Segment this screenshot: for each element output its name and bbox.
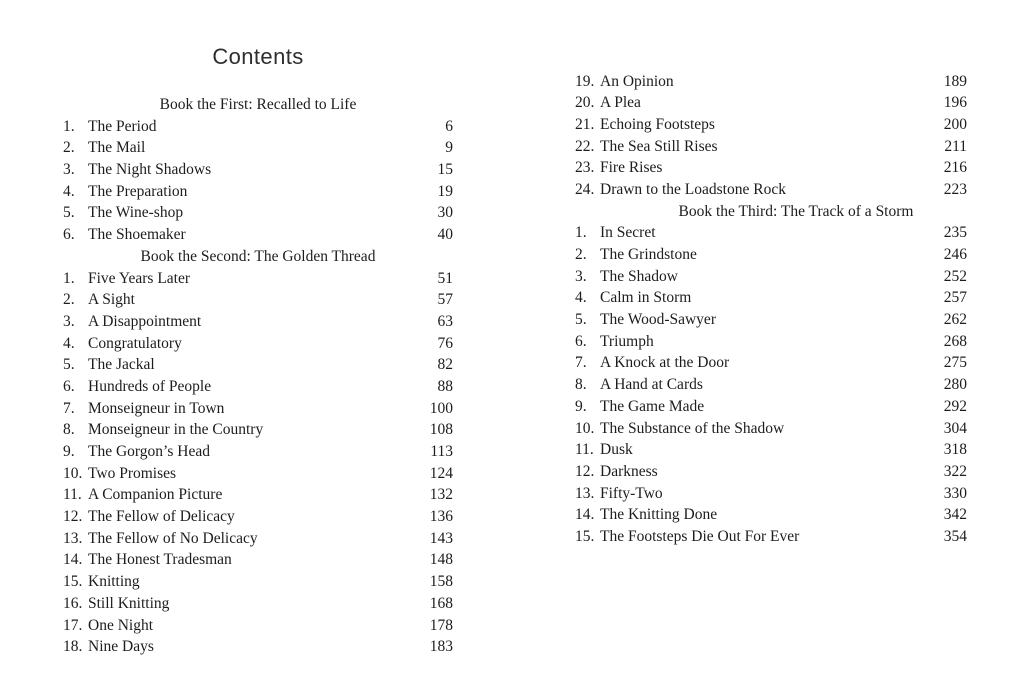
page-number: 57	[437, 291, 453, 309]
page-number: 354	[943, 527, 967, 545]
toc-row	[575, 418, 967, 440]
chapter-title: Hundreds of People	[88, 377, 212, 395]
chapter-title: An Opinion	[600, 72, 674, 90]
chapter-number: 10.	[575, 419, 595, 437]
page-number: 257	[943, 289, 967, 307]
toc-row	[575, 526, 967, 548]
chapter-number: 14.	[575, 506, 595, 524]
toc-row	[63, 159, 453, 181]
chapter-title: Drawn to the Loadstone Rock	[600, 180, 786, 198]
chapter-number: 1.	[63, 269, 75, 287]
page-number: 88	[437, 377, 453, 395]
chapter-title: The Period	[88, 117, 157, 135]
chapter-title: Monseigneur in Town	[88, 399, 225, 417]
toc-row	[63, 593, 453, 615]
toc-row	[63, 419, 453, 441]
chapter-title: The Knitting Done	[600, 506, 718, 524]
chapter-title: A Companion Picture	[88, 486, 223, 504]
page-number: 246	[943, 246, 967, 263]
page-number: 200	[943, 115, 967, 133]
toc-row	[575, 71, 967, 93]
page-number: 322	[943, 462, 967, 480]
page-number: 292	[943, 397, 967, 415]
toc-row	[63, 441, 453, 463]
page-number: 304	[943, 419, 967, 437]
chapter-number: 5.	[63, 356, 75, 374]
toc-row	[63, 137, 453, 159]
toc-row	[575, 309, 967, 331]
toc-row	[63, 506, 453, 528]
chapter-title: The Wine-shop	[88, 204, 184, 222]
page-number: 268	[943, 332, 967, 350]
chapter-title: The Fellow of Delicacy	[88, 508, 235, 526]
chapter-title: Five Years Later	[88, 269, 191, 287]
page-number: 275	[943, 354, 967, 372]
toc-row	[575, 461, 967, 483]
toc-row	[575, 483, 967, 505]
page-number: 216	[943, 159, 967, 177]
page-number: 143	[429, 529, 453, 547]
toc-row	[63, 354, 453, 376]
page-number: 136	[429, 508, 453, 526]
chapter-number: 5.	[63, 204, 75, 222]
toc-row	[575, 222, 967, 244]
chapter-title: The Gorgon’s Head	[88, 443, 210, 460]
toc-column-left	[63, 94, 453, 658]
chapter-number: 2.	[575, 246, 587, 263]
page-number: 100	[429, 399, 453, 417]
toc-row	[575, 287, 967, 309]
toc-row	[575, 244, 967, 266]
toc-row	[63, 463, 453, 485]
page-number: 158	[429, 573, 453, 591]
chapter-title: The Night Shadows	[88, 161, 212, 179]
page-number: 211	[944, 137, 967, 155]
chapter-number: 11.	[63, 486, 82, 504]
chapter-number: 2.	[63, 139, 75, 157]
chapter-title: Nine Days	[88, 638, 154, 656]
chapter-number: 1.	[575, 224, 587, 242]
toc-row	[63, 116, 453, 138]
chapter-title: Triumph	[600, 332, 654, 350]
page-number: 6	[445, 117, 453, 135]
chapter-title: The Game Made	[600, 397, 705, 415]
chapter-title: In Secret	[600, 224, 656, 242]
chapter-number: 4.	[63, 334, 75, 352]
toc-row	[575, 92, 967, 114]
book-header: Book the First: Recalled to Life	[159, 96, 357, 113]
chapter-number: 13.	[575, 484, 595, 502]
chapter-title: The Grindstone	[600, 246, 697, 263]
chapter-title: Two Promises	[88, 464, 177, 482]
chapter-number: 18.	[63, 638, 83, 656]
chapter-title: Fifty-Two	[600, 484, 663, 502]
chapter-title: The Shoemaker	[88, 226, 186, 244]
chapter-number: 8.	[575, 376, 587, 394]
book-header: Book the Third: The Track of a Storm	[678, 202, 914, 220]
page-number: 252	[943, 267, 967, 285]
chapter-title: The Jackal	[88, 356, 155, 374]
chapter-title: The Fellow of No Delicacy	[88, 529, 258, 547]
toc-row	[575, 331, 967, 353]
chapter-title: The Substance of the Shadow	[600, 419, 785, 437]
page-number: 318	[943, 441, 967, 459]
chapter-title: One Night	[88, 616, 154, 634]
chapter-number: 3.	[575, 267, 587, 285]
chapter-title: Knitting	[88, 573, 140, 591]
chapter-number: 7.	[575, 354, 587, 372]
chapter-number: 14.	[63, 551, 83, 569]
chapter-title: A Sight	[88, 291, 135, 309]
chapter-title: A Disappointment	[88, 312, 202, 330]
chapter-title: The Mail	[88, 139, 146, 157]
chapter-number: 2.	[63, 291, 75, 309]
page-number: 342	[943, 506, 967, 524]
toc-row	[63, 376, 453, 398]
toc-row	[63, 528, 453, 550]
page-number: 148	[429, 551, 453, 569]
chapter-number: 3.	[63, 312, 75, 330]
toc-row	[63, 202, 453, 224]
chapter-number: 12.	[63, 508, 83, 526]
page-number: 51	[437, 269, 453, 287]
page-number: 196	[943, 94, 967, 112]
page-title: Contents	[212, 44, 304, 69]
toc-row	[575, 114, 967, 136]
chapter-title: Echoing Footsteps	[600, 115, 715, 133]
chapter-number: 8.	[63, 421, 75, 439]
toc-row	[575, 266, 967, 288]
page-number: 280	[943, 376, 967, 394]
toc-row	[63, 268, 453, 290]
page-number: 168	[429, 594, 453, 612]
chapter-number: 9.	[63, 443, 75, 460]
page-number: 223	[943, 180, 967, 198]
page-number: 40	[437, 226, 453, 244]
page-number: 124	[429, 464, 453, 482]
toc-column-right	[575, 71, 967, 548]
page-number: 76	[437, 334, 453, 352]
page-number: 113	[430, 443, 453, 460]
chapter-title: Fire Rises	[600, 159, 663, 177]
chapter-number: 4.	[575, 289, 587, 307]
toc-row	[575, 374, 967, 396]
page-number: 189	[943, 72, 967, 90]
page-number: 235	[943, 224, 967, 242]
page-number: 178	[429, 616, 453, 634]
chapter-title: A Hand at Cards	[600, 376, 703, 394]
page-number: 19	[437, 182, 453, 200]
toc-row	[575, 504, 967, 526]
toc-row	[575, 136, 967, 158]
toc-row	[575, 439, 967, 461]
chapter-number: 4.	[63, 182, 75, 200]
chapter-number: 6.	[575, 332, 587, 350]
chapter-number: 1.	[63, 117, 75, 135]
toc-row	[63, 181, 453, 203]
chapter-title: The Shadow	[600, 267, 678, 285]
chapter-number: 6.	[63, 377, 75, 395]
chapter-title: A Plea	[600, 94, 641, 112]
page-number: 132	[429, 486, 453, 504]
chapter-title: The Preparation	[88, 182, 188, 200]
page-number: 9	[445, 139, 453, 157]
page-number: 15	[437, 161, 453, 179]
chapter-title: The Honest Tradesman	[88, 551, 232, 569]
chapter-number: 22.	[575, 137, 595, 155]
chapter-title: The Sea Still Rises	[600, 137, 718, 155]
toc-row	[63, 311, 453, 333]
chapter-number: 24.	[575, 180, 595, 198]
page-number: 262	[943, 311, 967, 329]
page-number: 330	[943, 484, 967, 502]
toc-row	[63, 398, 453, 420]
chapter-number: 7.	[63, 399, 75, 417]
chapter-title: Congratulatory	[88, 334, 182, 352]
toc-row	[63, 549, 453, 571]
chapter-title: Dusk	[600, 441, 633, 459]
toc-row	[575, 179, 967, 201]
chapter-title: The Wood-Sawyer	[600, 311, 716, 329]
toc-row	[63, 571, 453, 593]
toc-row	[63, 615, 453, 637]
chapter-title: Darkness	[600, 462, 658, 480]
page-number: 108	[429, 421, 453, 439]
chapter-number: 21.	[575, 115, 595, 133]
chapter-number: 5.	[575, 311, 587, 329]
chapter-title: Calm in Storm	[600, 289, 692, 307]
toc-row	[575, 352, 967, 374]
toc-row	[63, 289, 453, 311]
chapter-number: 9.	[575, 397, 587, 415]
chapter-number: 15.	[63, 573, 83, 591]
chapter-number: 17.	[63, 616, 83, 634]
chapter-number: 16.	[63, 594, 83, 612]
toc-row	[63, 224, 453, 246]
chapter-number: 19.	[575, 72, 595, 90]
toc-row	[63, 333, 453, 355]
chapter-number: 12.	[575, 462, 595, 480]
chapter-number: 23.	[575, 159, 595, 177]
page-number: 63	[437, 312, 453, 330]
toc-row	[63, 484, 453, 506]
chapter-title: Monseigneur in the Country	[88, 421, 264, 439]
chapter-number: 3.	[63, 161, 75, 179]
page-number: 82	[437, 356, 453, 374]
chapter-number: 6.	[63, 226, 75, 244]
chapter-number: 20.	[575, 94, 595, 112]
page-number: 30	[437, 204, 453, 222]
chapter-number: 15.	[575, 527, 595, 545]
chapter-title: A Knock at the Door	[600, 354, 730, 372]
chapter-number: 11.	[575, 441, 594, 459]
chapter-number: 10.	[63, 464, 83, 482]
chapter-title: Still Knitting	[88, 594, 170, 612]
toc-row	[575, 157, 967, 179]
toc-row	[63, 636, 453, 658]
book-header: Book the Second: The Golden Thread	[140, 247, 376, 265]
chapter-number: 13.	[63, 529, 83, 547]
chapter-title: The Footsteps Die Out For Ever	[600, 527, 800, 545]
page-number: 183	[429, 638, 453, 656]
toc-row	[575, 396, 967, 418]
